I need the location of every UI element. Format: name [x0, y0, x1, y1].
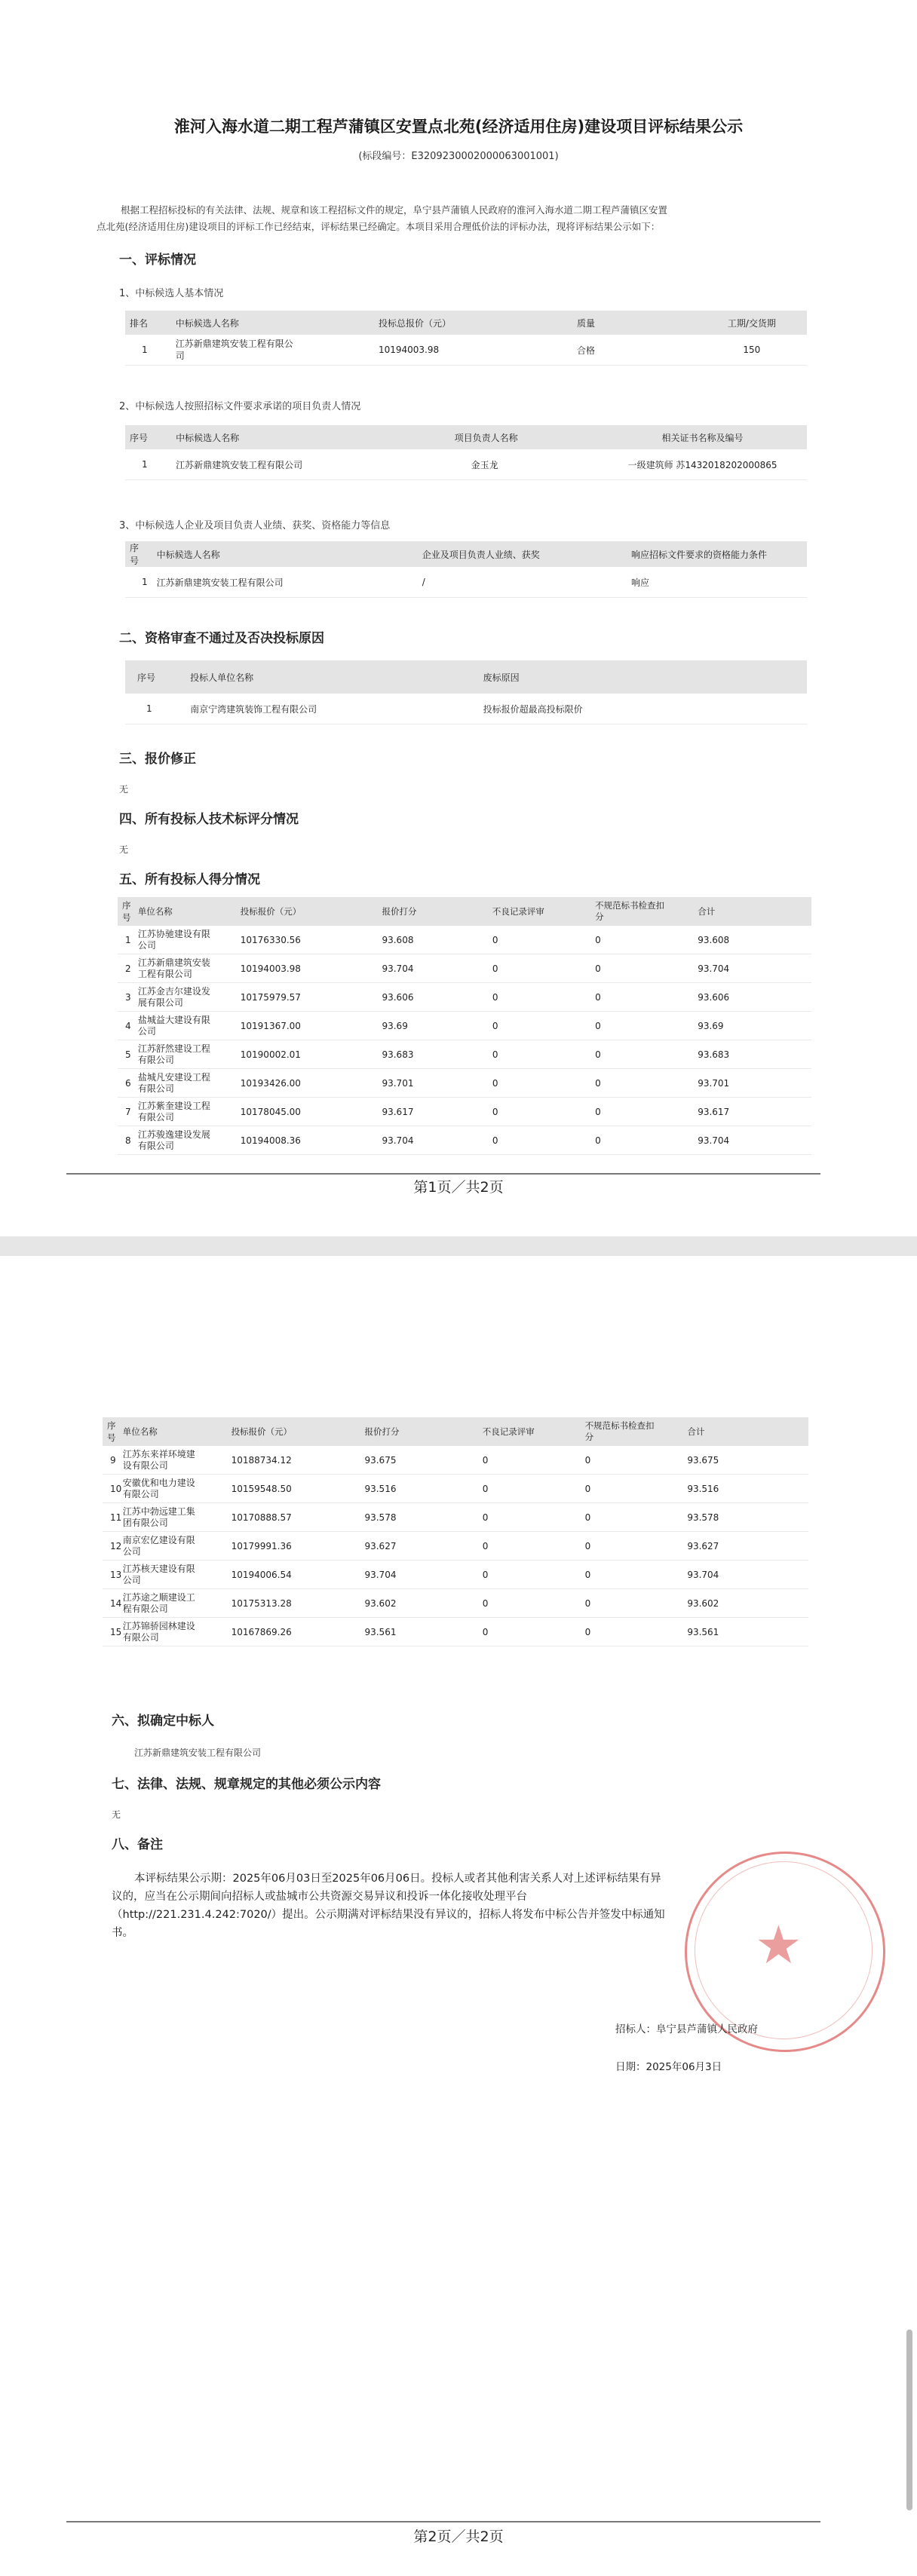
t5-cell: 2 — [118, 954, 138, 983]
t6-header: 不规范标书检查扣 分 — [581, 1417, 683, 1446]
t6-cell: 0 — [581, 1475, 683, 1503]
t6-cell: 0 — [581, 1618, 683, 1646]
table-row — [118, 1126, 811, 1155]
t5-cell: 93.704 — [693, 954, 811, 983]
section-1-heading: 一、评标情况 — [119, 253, 196, 268]
t5-cell: 江苏紫奎建设工程 有限公司 — [138, 1098, 236, 1126]
score-table-page2 — [103, 1417, 808, 1646]
t5-cell: 0 — [590, 983, 693, 1012]
t5-cell: 93.704 — [377, 1126, 487, 1155]
t6-cell: 93.704 — [360, 1561, 477, 1589]
table-row — [103, 1589, 808, 1618]
t6-cell: 南京宏亿建设有限 公司 — [123, 1532, 227, 1561]
intro-line-2: 点北苑(经济适用住房)建设项目的评标工作已经结束，评标结果已经确定。本项目采用合理低价法的评标办法，现将评标结果公示如下： — [97, 221, 661, 232]
t5-cell: 0 — [590, 1069, 693, 1098]
table-row — [125, 449, 807, 480]
t6-cell: 10175313.28 — [227, 1589, 360, 1618]
t6-cell: 11 — [103, 1503, 123, 1532]
table-row — [125, 567, 807, 598]
t6-header: 不良记录评审 — [478, 1417, 581, 1446]
t1-header: 工期/交货期 — [697, 311, 807, 335]
page-1 — [0, 0, 917, 1236]
t6-header: 报价打分 — [360, 1417, 477, 1446]
t6-cell: 江苏锦骄园林建设 有限公司 — [123, 1618, 227, 1646]
t5-cell: 93.606 — [377, 983, 487, 1012]
footer-line — [66, 1173, 820, 1175]
t5-cell: 93.704 — [377, 954, 487, 983]
t5-cell: 93.69 — [693, 1012, 811, 1040]
t6-cell: 93.561 — [682, 1618, 808, 1646]
t5-cell: 0 — [488, 983, 590, 1012]
seal-star-icon: ★ — [755, 1914, 802, 1976]
t6-cell: 93.578 — [360, 1503, 477, 1532]
section-7-value: 无 — [112, 1809, 121, 1820]
section-2-heading: 二、资格审查不通过及否决投标原因 — [119, 631, 324, 646]
t6-cell: 93.627 — [360, 1532, 477, 1561]
t5-cell: 93.683 — [693, 1040, 811, 1069]
page-number-2: 第2页／共2页 — [413, 2529, 504, 2545]
t6-cell: 0 — [478, 1475, 581, 1503]
t1-header: 质量 — [572, 311, 697, 335]
table-row — [118, 954, 811, 983]
t5-cell: 盐城益大建设有限 公司 — [138, 1012, 236, 1040]
t4-header: 投标人单位名称 — [178, 660, 478, 694]
t5-header: 不良记录评审 — [488, 897, 590, 926]
table-row — [125, 694, 807, 724]
t5-cell: 0 — [488, 1012, 590, 1040]
t4-cell: 1 — [125, 694, 178, 724]
t5-cell: 0 — [488, 926, 590, 954]
table-row — [118, 983, 811, 1012]
t5-cell: 93.606 — [693, 983, 811, 1012]
t6-cell: 0 — [478, 1532, 581, 1561]
sign-date: 日期：2025年06月3日 — [615, 2061, 722, 2073]
t5-cell: 江苏新鼎建筑安装 工程有限公司 — [138, 954, 236, 983]
t5-cell: 93.608 — [693, 926, 811, 954]
footer-line-2 — [66, 2521, 820, 2522]
t5-cell: 0 — [590, 1126, 693, 1155]
t5-cell: 江苏协驰建设有限 公司 — [138, 926, 236, 954]
section-3-heading: 三、报价修正 — [119, 752, 196, 767]
section-1-3-heading: 3、中标候选人企业及项目负责人业绩、获奖、资格能力等信息 — [119, 520, 391, 531]
t6-header: 投标报价（元） — [227, 1417, 360, 1446]
t6-cell: 93.675 — [360, 1446, 477, 1475]
t4-header: 废标原因 — [479, 660, 807, 694]
t2-cell: 金玉龙 — [450, 449, 599, 480]
t5-cell: 93.683 — [377, 1040, 487, 1069]
t5-cell: 6 — [118, 1069, 138, 1098]
t5-cell: 93.704 — [693, 1126, 811, 1155]
t6-cell: 江苏核天建设有限 公司 — [123, 1561, 227, 1589]
t5-cell: 4 — [118, 1012, 138, 1040]
page-number-1: 第1页／共2页 — [413, 1179, 504, 1196]
table-row — [103, 1475, 808, 1503]
t5-cell: 10194003.98 — [236, 954, 378, 983]
remarks-line-2: 议的，应当在公示期间向招标人或盐城市公共资源交易异议和投诉一体化接收处理平台 — [112, 1891, 527, 1903]
t2-cell: 1 — [125, 449, 171, 480]
t2-header: 项目负责人名称 — [450, 425, 599, 449]
t6-cell: 9 — [103, 1446, 123, 1475]
t5-cell: 0 — [488, 1126, 590, 1155]
t6-cell: 93.516 — [360, 1475, 477, 1503]
remarks-line-1: 本评标结果公示期：2025年06月03日至2025年06月06日。投标人或者其他利害关系人对上述评标结果有异 — [134, 1873, 661, 1885]
t1-cell: 1 — [125, 335, 171, 366]
t5-header: 合计 — [693, 897, 811, 926]
t5-cell: 10175979.57 — [236, 983, 378, 1012]
remarks-line-3: （http://221.231.4.242:7020/）提出。公示期满对评标结果没有异议的，招标人将发布中标公告并签发中标通知 — [112, 1909, 665, 1921]
t5-cell: 0 — [590, 1098, 693, 1126]
t5-cell: 93.617 — [377, 1098, 487, 1126]
t6-cell: 10 — [103, 1475, 123, 1503]
t5-header: 报价打分 — [377, 897, 487, 926]
t3-header: 序号 — [125, 541, 152, 567]
t6-cell: 93.602 — [682, 1589, 808, 1618]
t5-cell: 93.608 — [377, 926, 487, 954]
t6-cell: 93.561 — [360, 1618, 477, 1646]
rejection-table — [125, 660, 807, 724]
t5-cell: 10191367.00 — [236, 1012, 378, 1040]
t6-header: 序号 — [103, 1417, 123, 1446]
t5-cell: 江苏金吉尔建设发 展有限公司 — [138, 983, 236, 1012]
t6-cell: 安徽优和电力建设 有限公司 — [123, 1475, 227, 1503]
t5-header: 投标报价（元） — [236, 897, 378, 926]
t5-cell: 10176330.56 — [236, 926, 378, 954]
t5-cell: 8 — [118, 1126, 138, 1155]
t2-header: 序号 — [125, 425, 171, 449]
t6-cell: 15 — [103, 1618, 123, 1646]
t2-header: 相关证书名称及编号 — [598, 425, 807, 449]
table-row — [118, 1069, 811, 1098]
t5-cell: 5 — [118, 1040, 138, 1069]
section-1-2-heading: 2、中标候选人按照招标文件要求承诺的项目负责人情况 — [119, 401, 361, 412]
t6-cell: 93.675 — [682, 1446, 808, 1475]
t6-cell: 江苏中勃远建工集 团有限公司 — [123, 1503, 227, 1532]
t5-cell: 0 — [590, 926, 693, 954]
t5-cell: 10178045.00 — [236, 1098, 378, 1126]
t6-header: 合计 — [682, 1417, 808, 1446]
candidate-basic-table — [125, 311, 807, 366]
t5-cell: 盐城凡安建设工程 有限公司 — [138, 1069, 236, 1098]
table-row — [118, 1098, 811, 1126]
t5-cell: 0 — [590, 1040, 693, 1069]
t3-cell: 江苏新鼎建筑安装工程有限公司 — [152, 567, 418, 598]
section-6-heading: 六、拟确定中标人 — [112, 1714, 214, 1729]
table-row — [103, 1618, 808, 1646]
t5-cell: 93.701 — [693, 1069, 811, 1098]
t5-cell: 0 — [590, 1012, 693, 1040]
section-4-value: 无 — [119, 844, 129, 855]
t3-header: 企业及项目负责人业绩、获奖 — [418, 541, 627, 567]
t5-cell: 93.701 — [377, 1069, 487, 1098]
t2-cell: 江苏新鼎建筑安装工程有限公司 — [171, 449, 450, 480]
t5-cell: 0 — [488, 954, 590, 983]
t6-cell: 10170888.57 — [227, 1503, 360, 1532]
t6-cell: 93.578 — [682, 1503, 808, 1532]
document-title: 淮河入海水道二期工程芦蒲镇区安置点北苑(经济适用住房)建设项目评标结果公示 — [173, 118, 744, 136]
t6-cell: 10188734.12 — [227, 1446, 360, 1475]
table-row — [103, 1503, 808, 1532]
section-4-heading: 四、所有投标人技术标评分情况 — [119, 812, 299, 827]
t6-cell: 0 — [581, 1446, 683, 1475]
t4-cell: 投标报价超最高投标限价 — [479, 694, 807, 724]
t5-cell: 93.617 — [693, 1098, 811, 1126]
table-row — [118, 1012, 811, 1040]
t6-cell: 93.516 — [682, 1475, 808, 1503]
t6-cell: 14 — [103, 1589, 123, 1618]
t1-cell: 10194003.98 — [374, 335, 572, 366]
t5-cell: 1 — [118, 926, 138, 954]
section-3-value: 无 — [119, 784, 129, 795]
intro-paragraph — [97, 202, 822, 235]
section-8-heading: 八、备注 — [112, 1837, 163, 1852]
t6-cell: 93.627 — [682, 1532, 808, 1561]
table-row — [125, 335, 807, 366]
project-manager-table — [125, 425, 807, 480]
t1-header: 中标候选人名称 — [171, 311, 374, 335]
t6-cell: 0 — [478, 1446, 581, 1475]
t5-cell: 江苏骏逸建设发展 有限公司 — [138, 1126, 236, 1155]
table-row — [103, 1446, 808, 1475]
t6-cell: 0 — [478, 1618, 581, 1646]
t3-header: 中标候选人名称 — [152, 541, 418, 567]
signer: 招标人：阜宁县芦蒲镇人民政府 — [615, 2023, 758, 2035]
t5-cell: 10194008.36 — [236, 1126, 378, 1155]
section-7-heading: 七、法律、法规、规章规定的其他必须公示内容 — [112, 1777, 381, 1792]
table-row — [118, 1040, 811, 1069]
t4-header: 序号 — [125, 660, 178, 694]
section-6-value: 江苏新鼎建筑安装工程有限公司 — [134, 1747, 262, 1758]
t5-header: 不规范标书检查扣 分 — [590, 897, 693, 926]
t6-cell: 10159548.50 — [227, 1475, 360, 1503]
intro-line-1: 根据工程招标投标的有关法律、法规、规章和该工程招标文件的规定，阜宁县芦蒲镇人民政府的淮河入海水道二期工程芦蒲镇区安置 — [121, 204, 668, 216]
t5-header: 单位名称 — [138, 897, 236, 926]
t4-cell: 南京宁湾建筑装饰工程有限公司 — [178, 694, 478, 724]
page-2 — [0, 1267, 917, 2576]
t5-cell: 0 — [590, 954, 693, 983]
bid-number: (标段编号：E3209230002000063001001) — [358, 151, 559, 162]
t5-cell: 93.69 — [377, 1012, 487, 1040]
performance-table — [125, 541, 807, 598]
t5-header: 序号 — [118, 897, 138, 926]
section-5-heading: 五、所有投标人得分情况 — [119, 872, 260, 887]
t5-cell: 3 — [118, 983, 138, 1012]
score-table-page1 — [118, 897, 811, 1155]
remarks-line-4: 书。 — [112, 1927, 133, 1939]
t5-cell: 0 — [488, 1069, 590, 1098]
t1-cell: 150 — [697, 335, 807, 366]
t6-cell: 0 — [581, 1589, 683, 1618]
t6-cell: 10179991.36 — [227, 1532, 360, 1561]
section-1-1-heading: 1、中标候选人基本情况 — [119, 288, 224, 299]
t5-cell: 7 — [118, 1098, 138, 1126]
table-row — [103, 1532, 808, 1561]
t3-cell: 响应 — [627, 567, 807, 598]
t1-cell: 江苏新鼎建筑安装工程有限公 司 — [171, 335, 374, 366]
t3-cell: 1 — [125, 567, 152, 598]
t6-cell: 0 — [581, 1503, 683, 1532]
t6-cell: 93.602 — [360, 1589, 477, 1618]
t6-cell: 93.704 — [682, 1561, 808, 1589]
t6-cell: 10167869.26 — [227, 1618, 360, 1646]
t6-cell: 0 — [581, 1561, 683, 1589]
t6-cell: 10194006.54 — [227, 1561, 360, 1589]
table-row — [103, 1561, 808, 1589]
t6-cell: 0 — [478, 1589, 581, 1618]
t6-cell: 0 — [581, 1532, 683, 1561]
t5-cell: 江苏舒然建设工程 有限公司 — [138, 1040, 236, 1069]
t5-cell: 10190002.01 — [236, 1040, 378, 1069]
t6-cell: 13 — [103, 1561, 123, 1589]
t6-cell: 0 — [478, 1561, 581, 1589]
t6-cell: 0 — [478, 1503, 581, 1532]
t6-cell: 12 — [103, 1532, 123, 1561]
t5-cell: 0 — [488, 1040, 590, 1069]
t1-header: 投标总报价（元） — [374, 311, 572, 335]
t1-header: 排名 — [125, 311, 171, 335]
t6-cell: 江苏东来祥环境建 设有限公司 — [123, 1446, 227, 1475]
t1-cell: 合格 — [572, 335, 697, 366]
t5-cell: 0 — [488, 1098, 590, 1126]
t6-cell: 江苏途之顺建设工 程有限公司 — [123, 1589, 227, 1618]
t2-header: 中标候选人名称 — [171, 425, 450, 449]
t6-header: 单位名称 — [123, 1417, 227, 1446]
table-row — [118, 926, 811, 954]
t3-header: 响应招标文件要求的资格能力条件 — [627, 541, 807, 567]
scrollbar-thumb[interactable] — [906, 2329, 912, 2510]
t3-cell: / — [418, 567, 627, 598]
t5-cell: 10193426.00 — [236, 1069, 378, 1098]
t2-cell: 一级建筑师 苏1432018202000865 — [598, 449, 807, 480]
